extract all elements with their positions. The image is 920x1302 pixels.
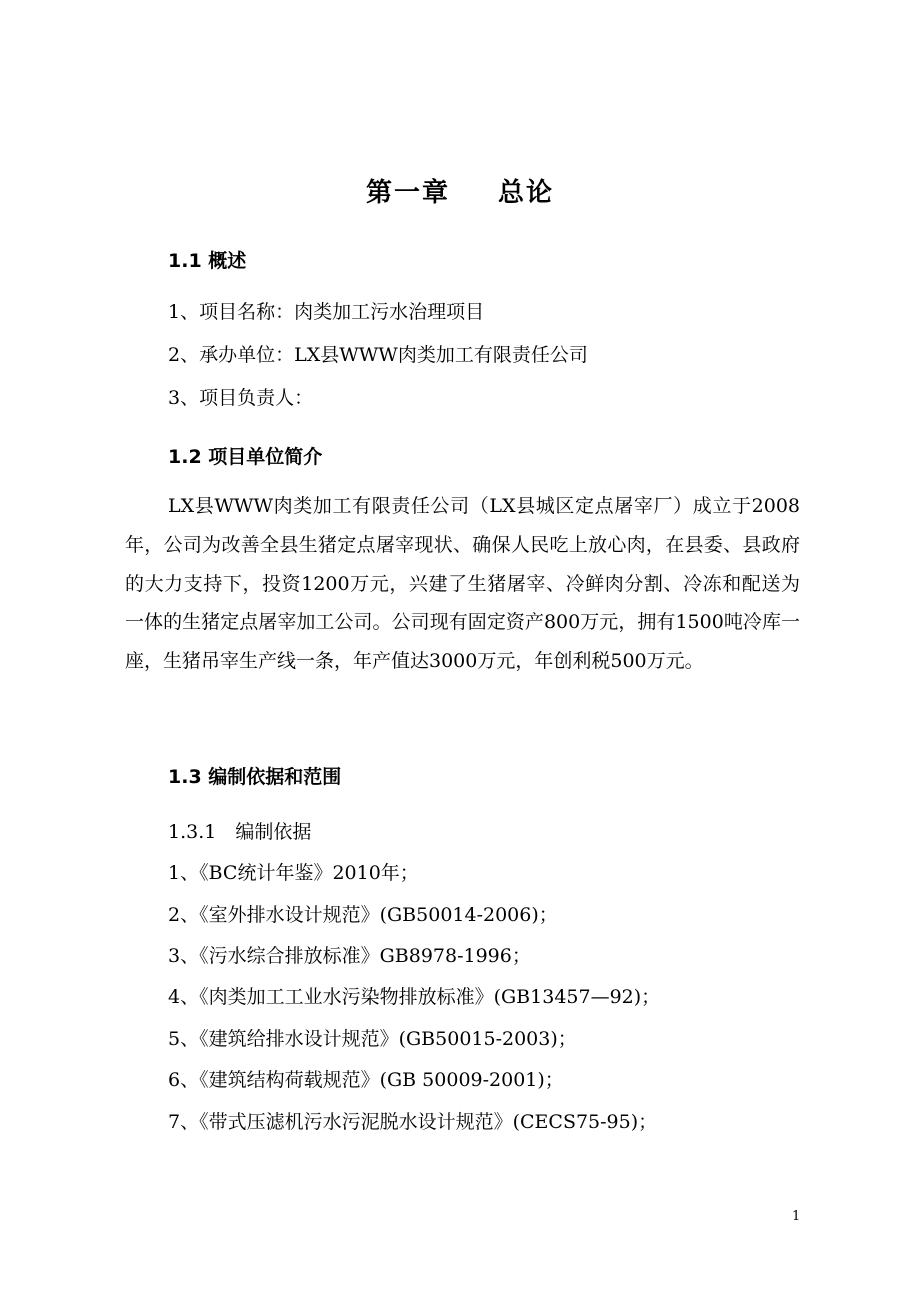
chapter-name: 总论 (498, 178, 555, 208)
list-item: 3、项目负责人： (168, 387, 314, 409)
chapter-number: 第一章 (365, 178, 450, 208)
list-item: 2、承办单位：LX县WWW肉类加工有限责任公司 (168, 344, 588, 366)
subsection-heading-1-3-1: 1.3.1 编制依据 (168, 821, 312, 843)
section-heading-1-3: 1.3 编制依据和范围 (168, 766, 342, 788)
chapter-title (0, 172, 920, 209)
reference-item: 5、《建筑给排水设计规范》(GB50015-2003)； (168, 1028, 577, 1050)
reference-item: 3、《污水综合排放标准》GB8978-1996； (168, 945, 531, 967)
section-heading-1-1: 1.1 概述 (168, 250, 247, 272)
reference-item: 2、《室外排水设计规范》(GB50014-2006)； (168, 904, 558, 926)
list-item: 1、项目名称：肉类加工污水治理项目 (168, 301, 485, 323)
reference-item: 4、《肉类加工工业水污染物排放标准》(GB13457—92)； (168, 986, 661, 1008)
reference-item: 7、《带式压滤机污水污泥脱水设计规范》(CECS75-95)； (168, 1111, 658, 1133)
reference-item: 1、《BC统计年鉴》2010年； (168, 862, 419, 884)
reference-item: 6、《建筑结构荷载规范》(GB 50009-2001)； (168, 1069, 564, 1091)
section-heading-1-2: 1.2 项目单位简介 (168, 446, 323, 468)
company-intro-paragraph: LX县WWW肉类加工有限责任公司（LX县城区定点屠宰厂）成立于2008年，公司为改善全县生猪定点屠宰现状、确保人民吃上放心肉，在县委、县政府的大力支持下，投资1200万元，兴建了生猪屠宰、冷鲜肉分割、冷冻和配送为一体的生猪定点屠宰加工公司。公司现有固定资产800万元，拥有1500吨冷库一座，生猪吊宰生产线一条，年产值达3000万元，年创利税500万元。 (125, 495, 800, 673)
page-number: 1 (792, 1209, 801, 1224)
